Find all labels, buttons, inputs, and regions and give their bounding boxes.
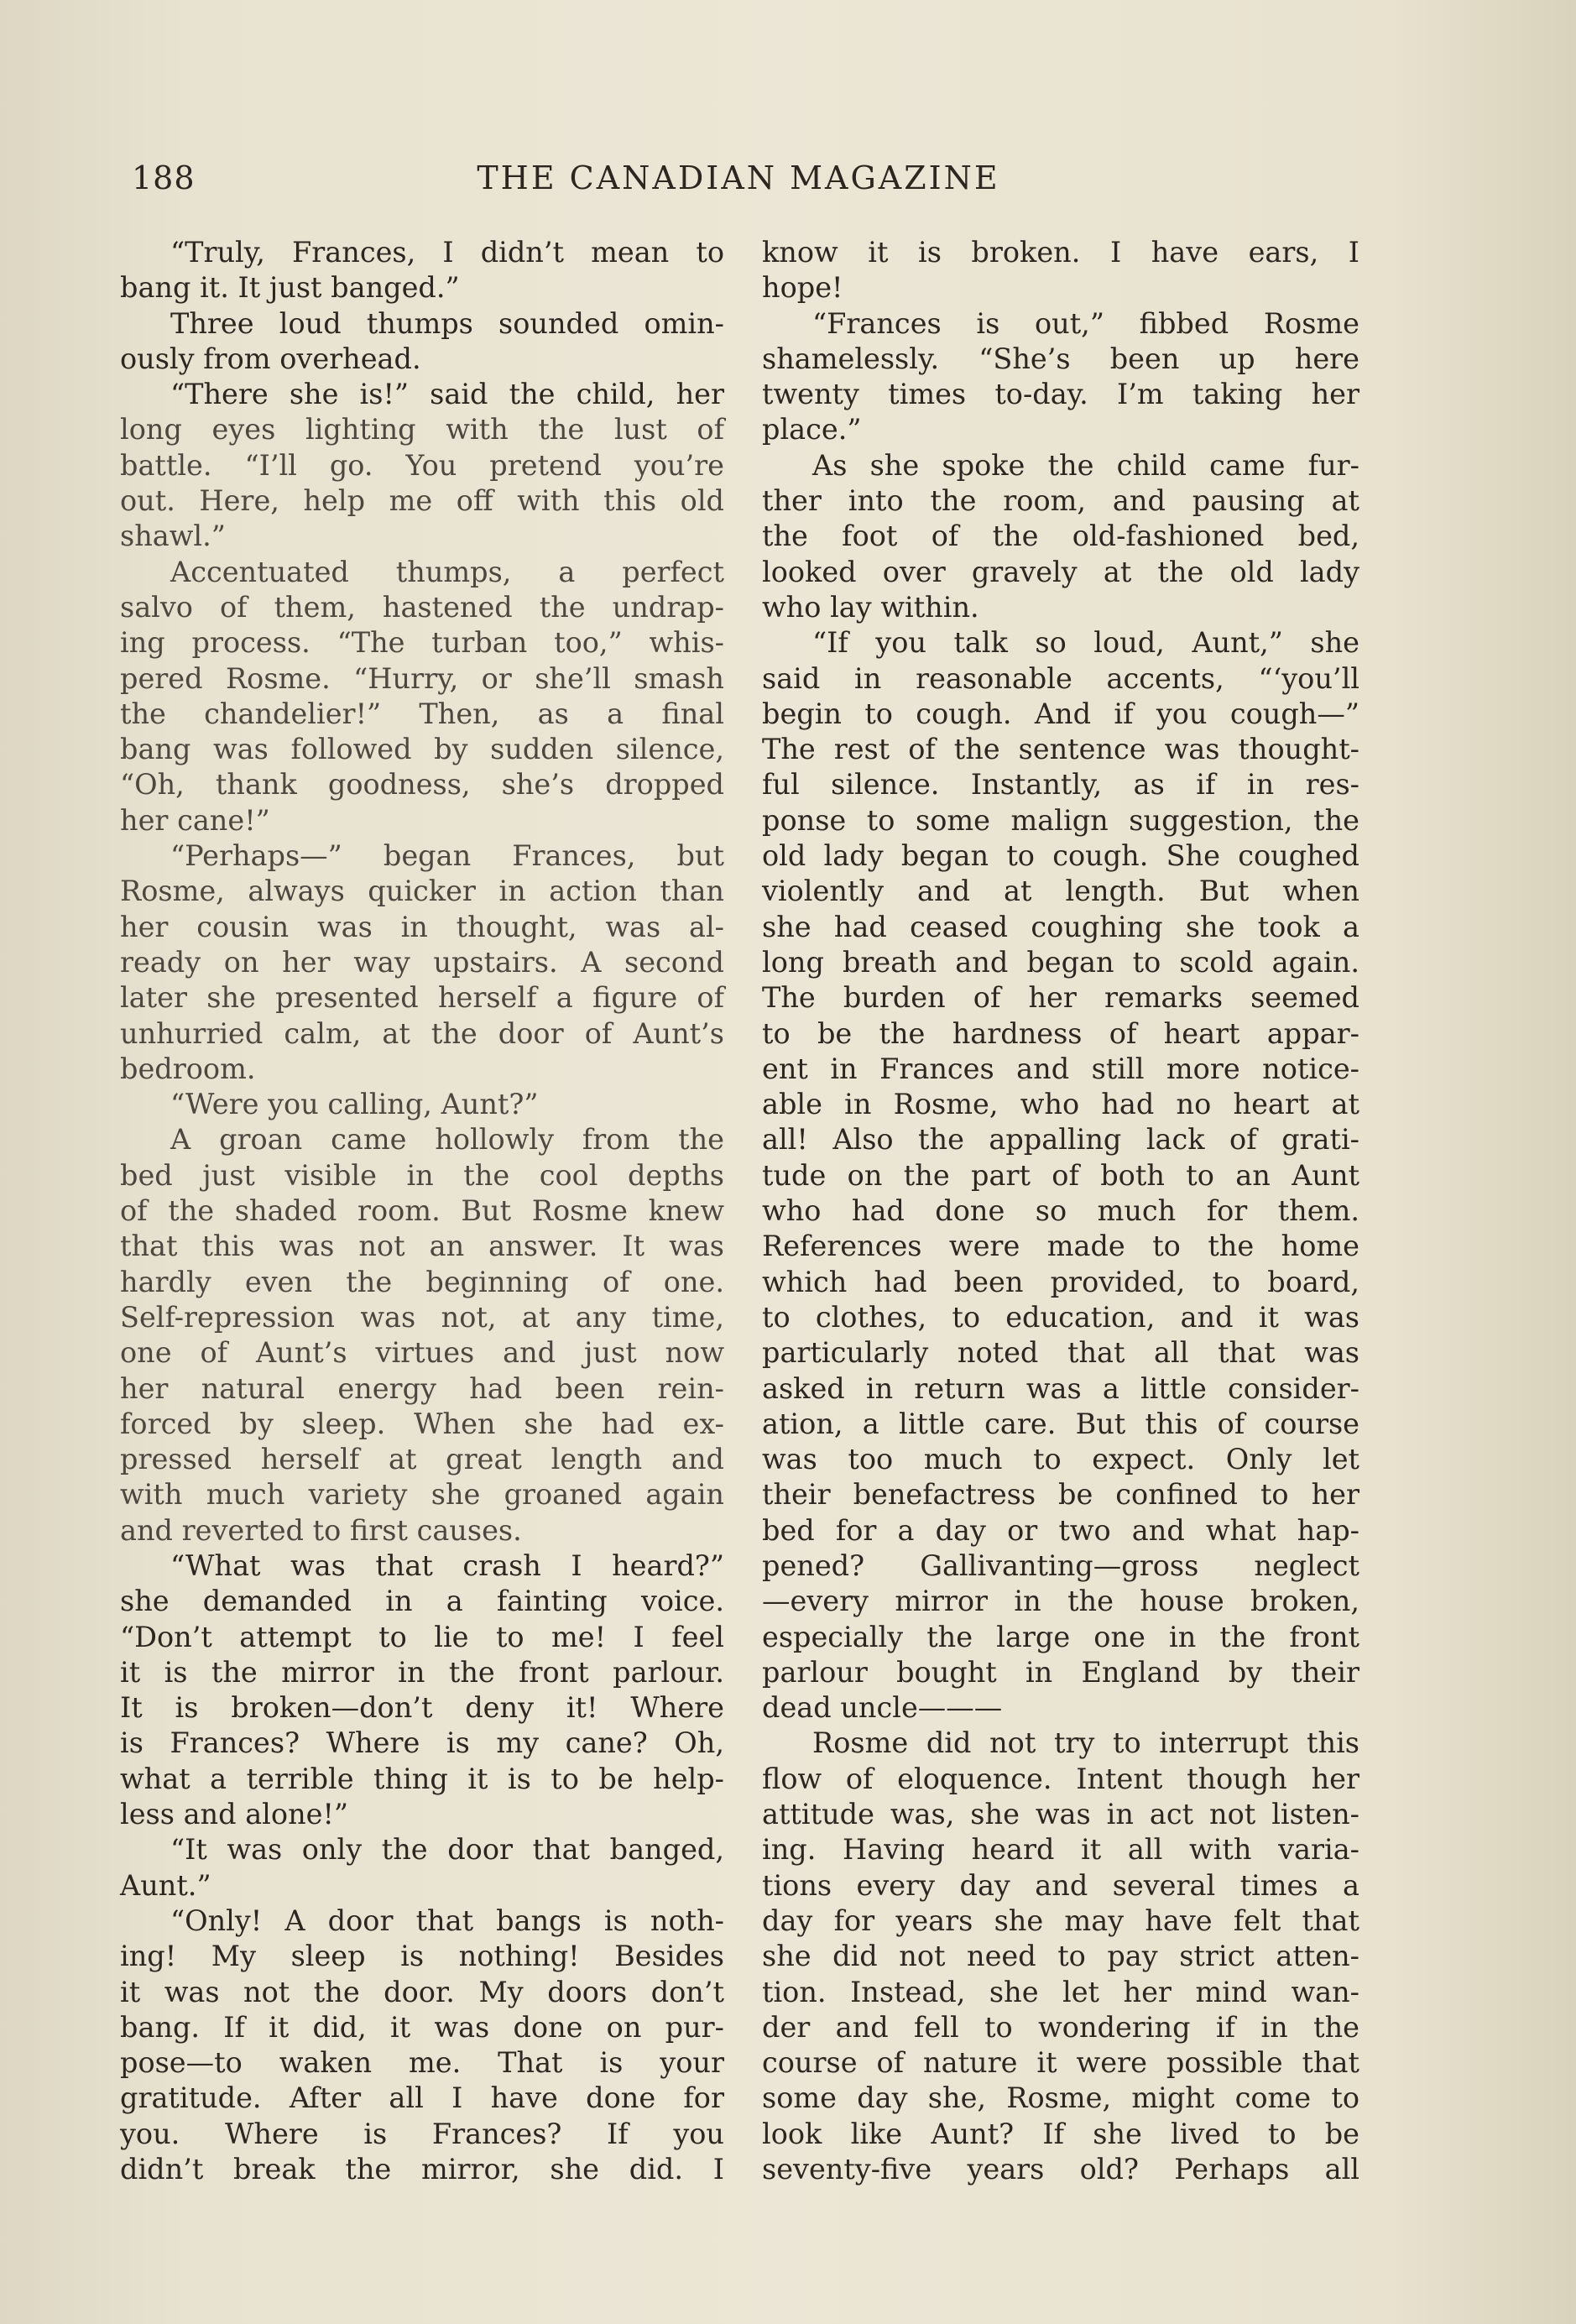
text-line: later she presented herself a figure of: [120, 981, 724, 1015]
text-line: The rest of the sentence was thought-: [762, 733, 1359, 766]
text-line: “Don’t attempt to lie to me! I feel: [120, 1620, 724, 1653]
text-line: that this was not an answer. It was: [120, 1230, 724, 1263]
text-line: “Frances is out,” fibbed Rosme: [812, 306, 1359, 340]
text-line: ready on her way upstairs. A second: [120, 945, 724, 979]
text-line: ously from overhead.: [120, 342, 421, 375]
text-line: she demanded in a fainting voice.: [120, 1585, 724, 1618]
text-line: shawl.”: [120, 520, 226, 553]
text-line: know it is broken. I have ears, I: [762, 236, 1359, 269]
text-line: look like Aunt? If she lived to be: [762, 2117, 1359, 2150]
text-line: unhurried calm, at the door of Aunt’s: [120, 1016, 724, 1050]
text-line: As she spoke the child came fur-: [812, 448, 1359, 482]
text-line: especially the large one in the front: [762, 1620, 1359, 1653]
text-line: of the shaded room. But Rosme knew: [120, 1194, 724, 1228]
text-line: is Frances? Where is my cane? Oh,: [120, 1726, 724, 1760]
text-line: tions every day and several times a: [762, 1868, 1359, 1902]
text-line: The burden of her remarks seemed: [762, 981, 1359, 1015]
text-line: didn’t break the mirror, she did. I: [120, 2153, 724, 2186]
text-line: ful silence. Instantly, as if in res-: [762, 768, 1359, 802]
text-line: “Perhaps—” began Frances, but: [170, 839, 724, 873]
text-line: battle. “I’ll go. You pretend you’re: [120, 448, 724, 482]
text-line: Rosme did not try to interrupt this: [812, 1726, 1359, 1760]
text-line: she had ceased coughing she took a: [762, 910, 1359, 943]
text-line: Three loud thumps sounded omin-: [170, 306, 724, 340]
text-line: she did not need to pay strict atten-: [762, 1940, 1359, 1973]
text-line: and reverted to first causes.: [120, 1513, 522, 1547]
text-line: “Truly, Frances, I didn’t mean to: [170, 236, 724, 269]
text-line: ation, a little care. But this of course: [762, 1407, 1359, 1440]
text-line: twenty times to-day. I’m taking her: [762, 378, 1359, 411]
text-line: long breath and began to scold again.: [762, 945, 1359, 979]
text-line: who had done so much for them.: [762, 1194, 1359, 1228]
text-line: able in Rosme, who had no heart at: [762, 1088, 1359, 1121]
text-line: day for years she may have felt that: [762, 1904, 1359, 1937]
text-line: “If you talk so loud, Aunt,” she: [812, 626, 1359, 660]
text-line: begin to cough. And if you cough—”: [762, 697, 1359, 730]
text-line: less and alone!”: [120, 1798, 349, 1831]
text-line: hardly even the beginning of one.: [120, 1265, 724, 1298]
text-line: what a terrible thing it is to be help-: [120, 1762, 724, 1795]
text-line: Accentuated thumps, a perfect: [170, 555, 724, 588]
text-line: “It was only the door that banged,: [170, 1833, 724, 1867]
text-line: flow of eloquence. Intent though her: [762, 1762, 1359, 1795]
text-line: their benefactress be confined to her: [762, 1478, 1359, 1512]
text-line: “There she is!” said the child, her: [170, 378, 724, 411]
text-line: “Only! A door that bangs is noth-: [170, 1904, 724, 1937]
text-line: long eyes lighting with the lust of: [120, 413, 724, 447]
text-line: to be the hardness of heart appar-: [762, 1016, 1359, 1050]
text-line: with much variety she groaned again: [120, 1478, 724, 1512]
text-line: looked over gravely at the old lady: [762, 555, 1359, 588]
text-line: old lady began to cough. She coughed: [762, 839, 1359, 873]
right-column: [762, 235, 1359, 2187]
text-line: you. Where is Frances? If you: [120, 2117, 724, 2150]
text-line: “What was that crash I heard?”: [170, 1548, 724, 1582]
text-line: bang. If it did, it was done on pur-: [120, 2010, 724, 2044]
text-line: ing. Having heard it all with varia-: [762, 1833, 1359, 1867]
text-line: her cousin was in thought, was al-: [120, 910, 724, 943]
text-line: “Oh, thank goodness, she’s dropped: [120, 768, 724, 802]
text-line: was too much to expect. Only let: [762, 1443, 1359, 1476]
text-line: forced by sleep. When she had ex-: [120, 1407, 724, 1440]
text-line: all! Also the appalling lack of grati-: [762, 1123, 1359, 1157]
text-line: violently and at length. But when: [762, 875, 1359, 908]
running-title: THE CANADIAN MAGAZINE: [477, 159, 1000, 196]
text-line: pened? Gallivanting—gross neglect: [762, 1548, 1359, 1582]
text-line: ponse to some malign suggestion, the: [762, 803, 1359, 837]
text-line: tude on the part of both to an Aunt: [762, 1158, 1359, 1192]
text-line: her natural energy had been rein-: [120, 1371, 724, 1405]
text-line: A groan came hollowly from the: [170, 1123, 724, 1157]
text-line: tion. Instead, she let her mind wan-: [762, 1975, 1359, 2008]
text-line: Aunt.”: [120, 1868, 211, 1902]
text-line: asked in return was a little consider-: [762, 1371, 1359, 1405]
text-line: attitude was, she was in act not listen-: [762, 1798, 1359, 1831]
text-line: it was not the door. My doors don’t: [120, 1975, 724, 2008]
text-line: bed for a day or two and what hap-: [762, 1513, 1359, 1547]
text-line: dead uncle———: [762, 1691, 1003, 1725]
text-line: one of Aunt’s virtues and just now: [120, 1336, 724, 1370]
text-line: pered Rosme. “Hurry, or she’ll smash: [120, 661, 724, 695]
text-line: der and fell to wondering if in the: [762, 2010, 1359, 2044]
text-line: who lay within.: [762, 590, 979, 624]
text-line: salvo of them, hastened the undrap-: [120, 590, 724, 624]
text-line: —every mirror in the house broken,: [762, 1585, 1359, 1618]
text-line: References were made to the home: [762, 1230, 1359, 1263]
text-line: out. Here, help me off with this old: [120, 484, 724, 518]
text-line: pressed herself at great length and: [120, 1443, 724, 1476]
text-line: hope!: [762, 271, 843, 305]
text-line: Self-repression was not, at any time,: [120, 1300, 724, 1334]
text-line: ing! My sleep is nothing! Besides: [120, 1940, 724, 1973]
text-line: course of nature it were possible that: [762, 2046, 1359, 2080]
page-number: 188: [132, 159, 196, 196]
page-header: [120, 159, 1357, 210]
text-line: bang was followed by sudden silence,: [120, 733, 724, 766]
text-line: her cane!”: [120, 803, 270, 837]
text-line: bed just visible in the cool depths: [120, 1158, 724, 1192]
text-line: ent in Frances and still more notice-: [762, 1052, 1359, 1085]
text-line: gratitude. After all I have done for: [120, 2081, 724, 2115]
text-line: seventy-five years old? Perhaps all: [762, 2153, 1359, 2186]
text-line: ing process. “The turban too,” whis-: [120, 626, 724, 660]
text-line: ther into the room, and pausing at: [762, 484, 1359, 518]
text-line: it is the mirror in the front parlour.: [120, 1655, 724, 1689]
text-line: which had been provided, to board,: [762, 1265, 1359, 1298]
text-line: the chandelier!” Then, as a final: [120, 697, 724, 730]
text-line: “Were you calling, Aunt?”: [170, 1088, 539, 1121]
text-line: shamelessly. “She’s been up here: [762, 342, 1359, 375]
text-line: bedroom.: [120, 1052, 256, 1085]
text-line: to clothes, to education, and it was: [762, 1300, 1359, 1334]
text-line: Rosme, always quicker in action than: [120, 875, 724, 908]
text-line: pose—to waken me. That is your: [120, 2046, 724, 2080]
text-line: some day she, Rosme, might come to: [762, 2081, 1359, 2115]
text-line: bang it. It just banged.”: [120, 271, 460, 305]
text-line: said in reasonable accents, “‘you’ll: [762, 661, 1359, 695]
text-line: parlour bought in England by their: [762, 1655, 1359, 1689]
left-column: [120, 235, 724, 2187]
text-line: It is broken—don’t deny it! Where: [120, 1691, 724, 1725]
text-line: the foot of the old-fashioned bed,: [762, 520, 1359, 553]
text-line: place.”: [762, 413, 862, 447]
text-line: particularly noted that all that was: [762, 1336, 1359, 1370]
